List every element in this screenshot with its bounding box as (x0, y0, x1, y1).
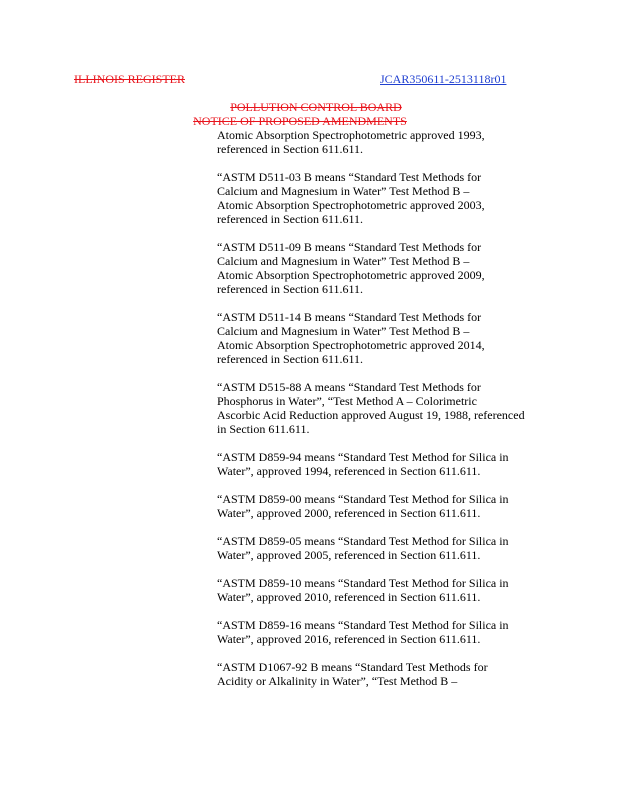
entry-line: referenced in Section 611.611. (217, 352, 364, 366)
entry-line: Calcium and Magnesium in Water” Test Method B – (217, 254, 470, 268)
entry-line: referenced in Section 611.611. (217, 142, 364, 156)
definition-entry (217, 576, 577, 604)
definition-entry (217, 128, 577, 156)
entry-line: Atomic Absorption Spectrophotometric approved 2003, (217, 198, 485, 212)
definition-entry (217, 310, 577, 366)
document-body (217, 128, 577, 702)
board-name: POLLUTION CONTROL BOARD (230, 100, 402, 114)
entry-line: Atomic Absorption Spectrophotometric approved 2014, (217, 338, 485, 352)
header-right-code: JCAR350611-2513118r01 (380, 72, 507, 86)
entry-line: Water”, approved 1994, referenced in Section 611.611. (217, 464, 481, 478)
entry-line: “ASTM D511-09 B means “Standard Test Methods for (217, 240, 482, 254)
entry-line: Calcium and Magnesium in Water” Test Method B – (217, 324, 470, 338)
entry-line: Calcium and Magnesium in Water” Test Method B – (217, 184, 470, 198)
entry-line: “ASTM D859-00 means “Standard Test Method for Silica in (217, 492, 509, 506)
definition-entry (217, 618, 577, 646)
entry-line: in Section 611.611. (217, 422, 310, 436)
entry-line: “ASTM D1067-92 B means “Standard Test Methods for (217, 660, 488, 674)
entry-line: Phosphorus in Water”, “Test Method A – Colorimetric (217, 394, 477, 408)
header-left-title: ILLINOIS REGISTER (74, 72, 185, 86)
entry-line: “ASTM D859-94 means “Standard Test Method for Silica in (217, 450, 509, 464)
definition-entry (217, 240, 577, 296)
definition-entry (217, 450, 577, 478)
entry-line: referenced in Section 611.611. (217, 212, 364, 226)
notice-title: NOTICE OF PROPOSED AMENDMENTS (193, 114, 407, 128)
entry-line: Water”, approved 2000, referenced in Section 611.611. (217, 506, 481, 520)
definition-entry (217, 380, 577, 436)
entry-line: Atomic Absorption Spectrophotometric approved 1993, (217, 128, 485, 142)
entry-line: Water”, approved 2010, referenced in Section 611.611. (217, 590, 481, 604)
entry-line: “ASTM D515-88 A means “Standard Test Methods for (217, 380, 481, 394)
entry-line: “ASTM D859-16 means “Standard Test Method for Silica in (217, 618, 509, 632)
entry-line: Water”, approved 2005, referenced in Section 611.611. (217, 548, 481, 562)
definition-entry (217, 534, 577, 562)
definition-entry (217, 492, 577, 520)
entry-line: Ascorbic Acid Reduction approved August 19, 1988, referenced (217, 408, 525, 422)
entry-line: “ASTM D859-05 means “Standard Test Method for Silica in (217, 534, 509, 548)
entry-line: Atomic Absorption Spectrophotometric approved 2009, (217, 268, 485, 282)
entry-line: Water”, approved 2016, referenced in Section 611.611. (217, 632, 481, 646)
entry-line: “ASTM D511-14 B means “Standard Test Methods for (217, 310, 482, 324)
entry-line: Acidity or Alkalinity in Water”, “Test Method B – (217, 674, 458, 688)
definition-entry (217, 660, 577, 688)
entry-line: “ASTM D859-10 means “Standard Test Method for Silica in (217, 576, 509, 590)
entry-line: “ASTM D511-03 B means “Standard Test Methods for (217, 170, 482, 184)
entry-line: referenced in Section 611.611. (217, 282, 364, 296)
definition-entry (217, 170, 577, 226)
